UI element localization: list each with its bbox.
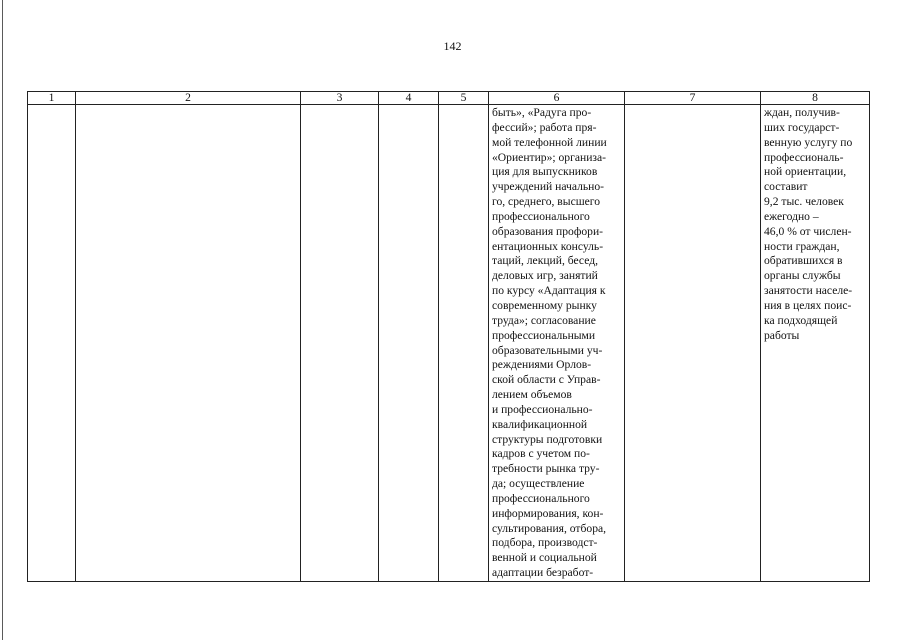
cell-col-6-line: кадров с учетом по-	[492, 447, 590, 461]
cell-col-6-line: реждениями Орлов-	[492, 358, 592, 372]
cell-col-8-line: 46,0 % от числен-	[764, 224, 852, 238]
cell-col-6-line: требности рынка тру-	[492, 462, 600, 476]
cell-col-6-line: лением объемов	[492, 388, 572, 402]
table-header-row	[28, 92, 870, 105]
cell-col-3	[301, 105, 379, 582]
cell-col-6-line: быть», «Радуга про-	[492, 106, 592, 119]
cell-col-6-line: современному рынку	[492, 298, 597, 312]
cell-col-6-line: ентационных консуль-	[492, 239, 604, 253]
cell-col-6-line: структуры подготовки	[492, 432, 603, 446]
cell-col-8-line: профессиональ-	[764, 150, 844, 164]
cell-col-6-line: по курсу «Адаптация к	[492, 284, 606, 298]
cell-col-1	[28, 105, 76, 582]
cell-col-6-line: таций, лекций, бесед,	[492, 254, 598, 268]
cell-col-4	[379, 105, 439, 582]
column-header-5: 5	[439, 92, 489, 105]
page-number: 142	[443, 39, 462, 53]
cell-col-6-line: фессий»; работа пря-	[492, 120, 597, 134]
column-header-1: 1	[28, 92, 76, 105]
column-header-6: 6	[489, 92, 625, 105]
cell-col-6-line: деловых игр, занятий	[492, 269, 598, 283]
cell-col-8-line: ждан, получив-	[764, 106, 840, 119]
document-table	[27, 91, 870, 582]
cell-col-6-line: венной и социальной	[492, 551, 597, 565]
column-header-7: 7	[625, 92, 761, 105]
cell-col-6-line: адаптации безработ-	[492, 566, 594, 580]
cell-col-8-line: венную услугу по	[764, 135, 853, 149]
table-row	[28, 105, 870, 582]
cell-col-8-text	[761, 105, 869, 344]
cell-col-6-line: учреждений начально-	[492, 180, 605, 194]
cell-col-8-line: ния в целях поис-	[764, 298, 852, 312]
column-header-3: 3	[301, 92, 379, 105]
cell-col-8-line: органы службы	[764, 269, 841, 283]
cell-col-6-line: образовательными уч-	[492, 343, 603, 357]
column-header-4: 4	[379, 92, 439, 105]
cell-col-2	[76, 105, 301, 582]
cell-col-6-line: да; осуществление	[492, 477, 585, 491]
column-header-8: 8	[761, 92, 870, 105]
cell-col-8-line: работы	[764, 328, 800, 342]
cell-col-6-line: мой телефонной линии	[492, 135, 607, 149]
cell-col-6-line: труда»; согласование	[492, 313, 596, 327]
cell-col-8-line: обратившихся в	[764, 254, 843, 268]
cell-col-6-line: профессионального	[492, 209, 590, 223]
cell-col-8-line: ности граждан,	[764, 239, 840, 253]
cell-col-6-line: профессиональными	[492, 328, 596, 342]
cell-col-8-line: ной ориентации,	[764, 165, 847, 179]
cell-col-6-line: квалификационной	[492, 417, 588, 431]
cell-col-6-line: подбора, производст-	[492, 536, 598, 550]
cell-col-8-line: ших государст-	[764, 120, 840, 134]
cell-col-6-line: ция для выпускников	[492, 165, 598, 179]
cell-col-8-line: занятости населе-	[764, 284, 853, 298]
cell-col-6-line: го, среднего, высшего	[492, 195, 601, 209]
cell-col-8-line: ежегодно –	[764, 209, 819, 223]
cell-col-6	[489, 105, 625, 582]
cell-col-6-line: профессионального	[492, 491, 590, 505]
cell-col-8-line: составит	[764, 180, 808, 194]
cell-col-6-line: образования профори-	[492, 224, 604, 238]
cell-col-8-line: 9,2 тыс. человек	[764, 195, 844, 209]
column-header-2: 2	[76, 92, 301, 105]
cell-col-8	[761, 105, 870, 582]
cell-col-6-line: информирования, кон-	[492, 506, 604, 520]
cell-col-5	[439, 105, 489, 582]
page-left-edge	[2, 0, 3, 640]
cell-col-6-text	[489, 105, 624, 581]
cell-col-6-line: и профессионально-	[492, 402, 593, 416]
cell-col-6-line: ской области с Управ-	[492, 373, 601, 387]
cell-col-7	[625, 105, 761, 582]
cell-col-6-line: сультирования, отбора,	[492, 521, 607, 535]
cell-col-6-line: «Ориентир»; организа-	[492, 150, 606, 164]
cell-col-8-line: ка подходящей	[764, 313, 838, 327]
